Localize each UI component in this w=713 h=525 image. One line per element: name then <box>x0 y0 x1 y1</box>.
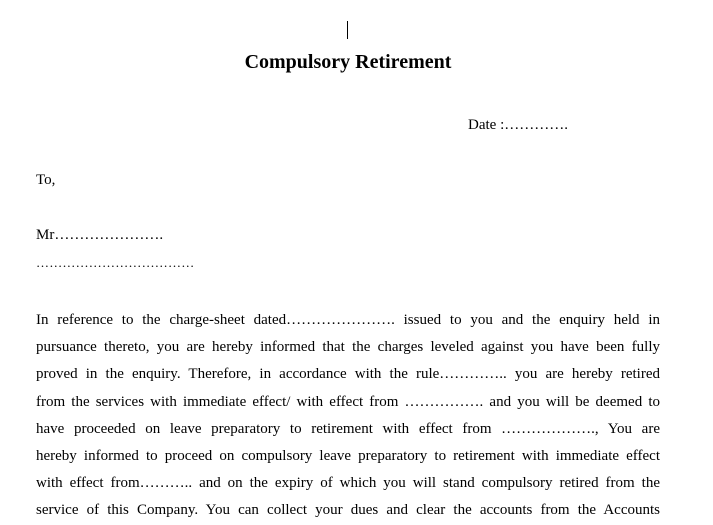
body-line: In reference to the charge-sheet dated…………………. issued to you and the enquiry held in <box>36 312 660 328</box>
letter-title: Compulsory Retirement <box>244 51 452 73</box>
salutation: To, <box>36 172 56 188</box>
date-line: Date :…………. <box>468 117 568 133</box>
body-line: have proceeded on leave preparatory to retirement with effect from ………………., You are <box>36 420 660 437</box>
body-line: service of this Company. You can collect your dues and clear the accounts from the Accounts <box>36 502 660 519</box>
text-cursor <box>347 21 348 39</box>
body-line: proved in the enquiry. Therefore, in accordance with the rule………….. you are hereby retired <box>36 366 660 383</box>
body-line: with effect from……….. and on the expiry of which you will stand compulsory retired from the <box>36 475 660 492</box>
body-line: pursuance thereto, you are hereby informed that the charges leveled against you have been fully <box>36 339 660 356</box>
body-line: hereby informed to proceed on compulsory leave preparatory to retirement with immediate effect <box>36 448 660 465</box>
recipient-name: Mr…………………. <box>36 227 164 243</box>
body-line: from the services with immediate effect/ with effect from ……………. and you will be deemed to <box>36 393 660 410</box>
letter-body <box>36 307 660 525</box>
recipient-address: ……………………………… <box>36 255 195 270</box>
